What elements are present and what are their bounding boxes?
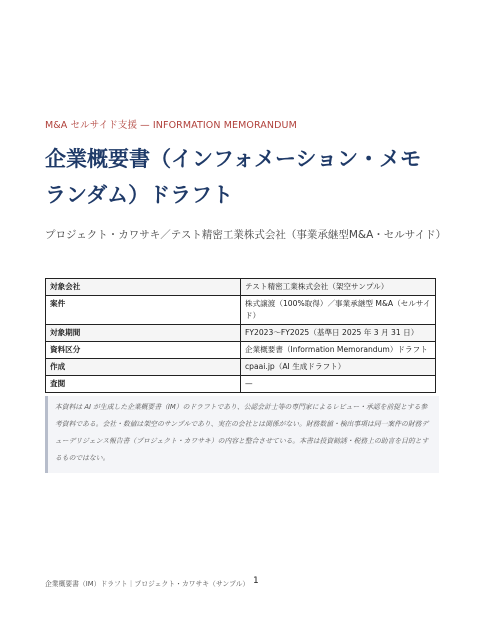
page-number: 1 — [253, 576, 259, 586]
row-key: 案件 — [46, 296, 241, 325]
document-eyebrow: M&A セルサイド支援 — INFORMATION MEMORANDUM — [45, 120, 297, 131]
table-row — [46, 279, 436, 296]
row-value: 株式譲渡（100%取得）／事業承継型 M&A（セルサイド） — [241, 296, 436, 325]
row-key: 対象期間 — [46, 325, 241, 342]
row-value: FY2023〜FY2025（基準日 2025 年 3 月 31 日） — [241, 325, 436, 342]
disclaimer-note: 本資料は AI が生成した企業概要書（IM）のドラフトであり、公認会計士等の専門家によるレビュー・承認を前提とする参考資料である。会社・数値は架空のサンプルであり、実在の会社とは関係がない。財務数値・検出事項は同一案件の財務デューデリジェンス報告書（プロジェクト・カワサキ）の内容と整合させている。本書は投資勧誘・税務上の助言を目的とするものではない。 — [45, 396, 439, 473]
table-row — [46, 376, 436, 393]
row-key: 作成 — [46, 359, 241, 376]
page-footer: 企業概要書（IM）ドラフト｜プロジェクト・カワサキ（サンプル） — [45, 580, 250, 588]
document-subtitle: プロジェクト・カワサキ／テスト精密工業株式会社（事業承継型M&A・セルサイド） — [45, 229, 447, 241]
document-title: 企業概要書（インフォメーション・メモランダム）ドラフト — [45, 147, 422, 207]
metadata-table — [45, 278, 436, 393]
row-value: 企業概要書（Information Memorandum）ドラフト — [241, 342, 436, 359]
table-row — [46, 359, 436, 376]
table-row — [46, 342, 436, 359]
row-value: — — [241, 376, 436, 393]
row-value: テスト精密工業株式会社（架空サンプル） — [241, 279, 436, 296]
table-row — [46, 325, 436, 342]
row-key: 査閲 — [46, 376, 241, 393]
row-key: 対象会社 — [46, 279, 241, 296]
row-value: cpaai.jp（AI 生成ドラフト） — [241, 359, 436, 376]
row-key: 資料区分 — [46, 342, 241, 359]
table-row — [46, 296, 436, 325]
